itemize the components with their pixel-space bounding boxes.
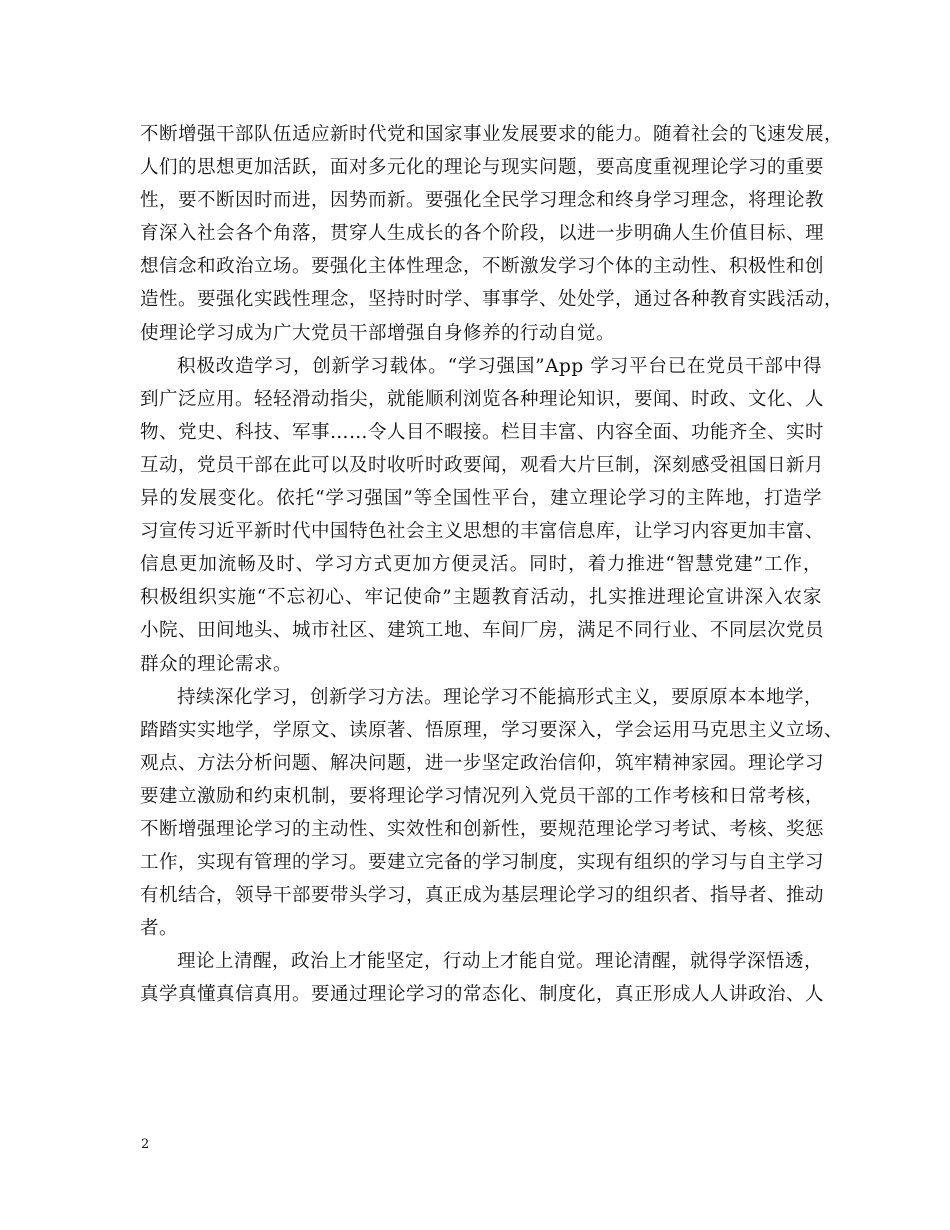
text-line: 异的发展变化。依托“学习强国”等全国性平台，建立理论学习的主阵地，打造学 [140, 488, 822, 510]
text-line: 习宣传习近平新时代中国特色社会主义思想的丰富信息库，让学习内容更加丰富、 [140, 521, 825, 543]
text-line: 观点、方法分析问题、解决问题，进一步坚定政治信仰，筑牢精神家园。理论学习 [140, 752, 825, 774]
paragraph-first-line: 理论上清醒，政治上才能坚定，行动上才能自觉。理论清醒，就得学深悟透， [177, 951, 824, 973]
text-line: 踏踏实实地学，学原文、读原著、悟原理，学习要深入，学会运用马克思主义立场、 [140, 719, 844, 741]
text-line: 有机结合，领导干部要带头学习，真正成为基层理论学习的组织者、指导者、推动 [140, 885, 825, 907]
text-line: 人们的思想更加活跃，面对多元化的理论与现实问题，要高度重视理论学习的重要 [140, 157, 825, 179]
text-line: 不断增强干部队伍适应新时代党和国家事业发展要求的能力。随着社会的飞速发展， [140, 124, 844, 145]
paragraph-first-line: 持续深化学习，创新学习方法。理论学习不能搞形式主义，要原原本本地学， [177, 686, 824, 708]
text-line: 想信念和政治立场。要强化主体性理念，不断激发学习个体的主动性、积极性和创 [140, 256, 825, 278]
text-line: 者。 [140, 918, 179, 940]
text-line: 工作，实现有管理的学习。要建立完备的学习制度，实现有组织的学习与自主学习 [140, 852, 825, 874]
paragraph-first-line: 积极改造学习，创新学习载体。“学习强国”App 学习平台已在党员干部中得 [177, 355, 822, 377]
body-text [140, 118, 844, 1012]
text-line: 到广泛应用。轻轻滑动指尖，就能顺利浏览各种理论知识，要闻、时政、文化、人 [140, 388, 825, 410]
text-line: 真学真懂真信真用。要通过理论学习的常态化、制度化，真正形成人人讲政治、人 [140, 984, 825, 1006]
text-line: 物、党史、科技、军事……令人目不暇接。栏目丰富、内容全面、功能齐全、实时 [140, 421, 825, 443]
text-line: 小院、田间地头、城市社区、建筑工地、车间厂房，满足不同行业、不同层次党员 [140, 620, 825, 642]
text-line: 群众的理论需求。 [140, 653, 293, 675]
text-line: 信息更加流畅及时、学习方式更加方便灵活。同时，着力推进“智慧党建”工作， [140, 554, 822, 576]
text-line: 积极组织实施“不忘初心、牢记使命”主题教育活动，扎实推进理论宣讲深入农家 [140, 587, 822, 609]
text-line: 造性。要强化实践性理念，坚持时时学、事事学、处处学，通过各种教育实践活动， [140, 289, 844, 311]
page-number: 2 [141, 1137, 150, 1152]
text-line: 互动，党员干部在此可以及时收听时政要闻，观看大片巨制，深刻感受祖国日新月 [140, 454, 825, 476]
text-line: 育深入社会各个角落，贯穿人生成长的各个阶段，以进一步明确人生价值目标、理 [140, 223, 825, 245]
text-line: 使理论学习成为广大党员干部增强自身修养的行动自觉。 [140, 322, 616, 344]
text-line: 不断增强理论学习的主动性、实效性和创新性，要规范理论学习考试、考核、奖惩 [140, 818, 825, 840]
text-line: 性，要不断因时而进，因势而新。要强化全民学习理念和终身学习理念，将理论教 [140, 190, 825, 212]
text-line: 要建立激励和约束机制，要将理论学习情况列入党员干部的工作考核和日常考核， [140, 785, 825, 807]
